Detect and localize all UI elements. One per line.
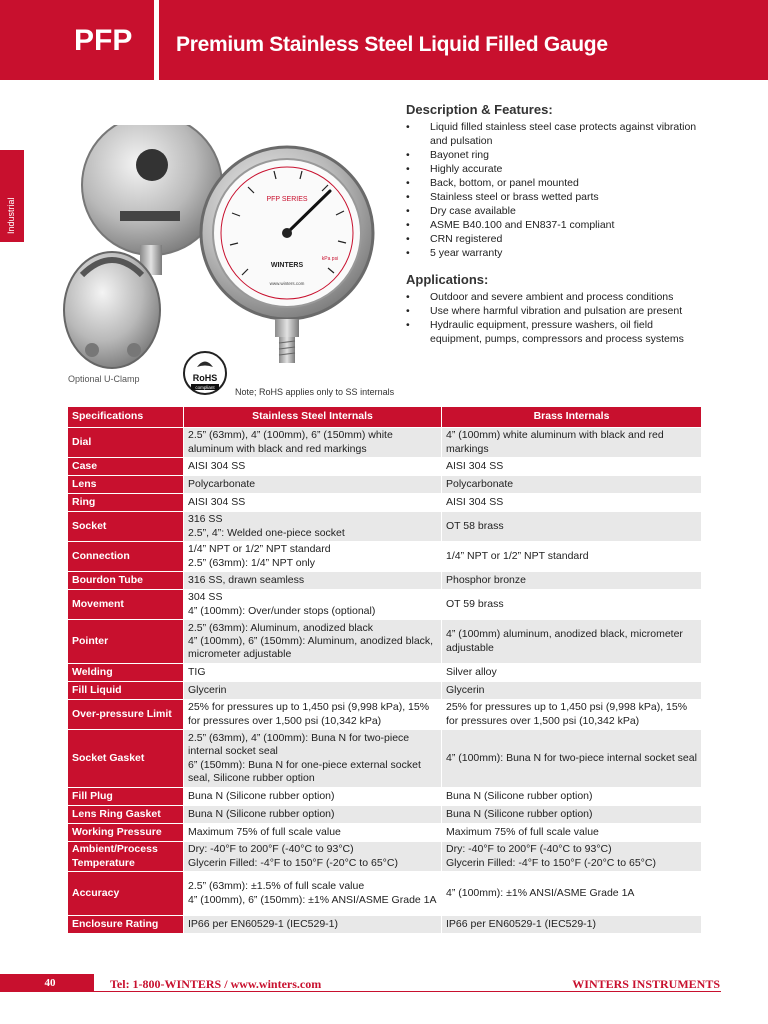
applications-heading: Applications: bbox=[406, 272, 489, 287]
stainless-value: Buna N (Silicone rubber option) bbox=[184, 788, 442, 806]
stainless-value: 25% for pressures up to 1,450 psi (9,998 kPa), 15% for pressures over 1,500 psi (10,342 kPa) bbox=[184, 700, 442, 730]
header-divider bbox=[154, 0, 159, 80]
brass-value: 4” (100mm) aluminum, anodized black, micrometer adjustable bbox=[442, 620, 702, 664]
table-row bbox=[68, 590, 702, 620]
table-row bbox=[68, 842, 702, 872]
list-item: • 5 year warranty bbox=[406, 246, 706, 260]
table-row bbox=[68, 824, 702, 842]
spec-label: Lens bbox=[68, 476, 184, 494]
list-item: • Outdoor and severe ambient and process conditions bbox=[406, 290, 706, 304]
table-row bbox=[68, 620, 702, 664]
table-row bbox=[68, 682, 702, 700]
brass-value: Polycarbonate bbox=[442, 476, 702, 494]
spec-label: Fill Liquid bbox=[68, 682, 184, 700]
spec-label: Connection bbox=[68, 542, 184, 572]
list-item: • Liquid filled stainless steel case protects against vibration and pulsation bbox=[406, 120, 706, 148]
brass-value: 4” (100mm) white aluminum with black and red markings bbox=[442, 428, 702, 458]
list-item: • Stainless steel or brass wetted parts bbox=[406, 190, 706, 204]
photo-caption: Optional U-Clamp bbox=[68, 374, 140, 384]
spec-label: Accuracy bbox=[68, 872, 184, 916]
section-tab-label: Industrial bbox=[6, 197, 16, 234]
stainless-value: AISI 304 SS bbox=[184, 494, 442, 512]
dial-units: kPa psi bbox=[321, 256, 339, 262]
specifications-table bbox=[67, 406, 702, 934]
table-row bbox=[68, 512, 702, 542]
page-footer bbox=[0, 974, 768, 994]
brass-value: Silver alloy bbox=[442, 664, 702, 682]
brass-value: 25% for pressures up to 1,450 psi (9,998 kPa), 15% for pressures over 1,500 psi (10,342 kPa) bbox=[442, 700, 702, 730]
spec-label: Bourdon Tube bbox=[68, 572, 184, 590]
stainless-value: 2.5” (63mm): Aluminum, anodized black 4” (100mm), 6” (150mm): Aluminum, anodized black, micrometer adjustable bbox=[184, 620, 442, 664]
description-heading: Description & Features: bbox=[406, 102, 553, 117]
description-list bbox=[406, 120, 706, 260]
stainless-value: Buna N (Silicone rubber option) bbox=[184, 806, 442, 824]
rohs-badge bbox=[182, 350, 228, 396]
spec-label: Working Pressure bbox=[68, 824, 184, 842]
stainless-value: Polycarbonate bbox=[184, 476, 442, 494]
dial-series: PFP SERIES bbox=[266, 196, 308, 203]
brass-value: Buna N (Silicone rubber option) bbox=[442, 788, 702, 806]
spec-label: Socket Gasket bbox=[68, 730, 184, 788]
page-header bbox=[0, 0, 768, 80]
brass-value: 4” (100mm): ±1% ANSI/ASME Grade 1A bbox=[442, 872, 702, 916]
brass-value: Phosphor bronze bbox=[442, 572, 702, 590]
table-row bbox=[68, 542, 702, 572]
brass-value: OT 59 brass bbox=[442, 590, 702, 620]
dial-maker: WINTERS bbox=[270, 262, 304, 269]
page-number: 40 bbox=[44, 977, 56, 989]
table-row bbox=[68, 476, 702, 494]
brass-value: Maximum 75% of full scale value bbox=[442, 824, 702, 842]
stainless-value: Dry: -40°F to 200°F (-40°C to 93°C) Glycerin Filled: -4°F to 150°F (-20°C to 65°C) bbox=[184, 842, 442, 872]
brass-value: Dry: -40°F to 200°F (-40°C to 93°C) Glycerin Filled: -4°F to 150°F (-20°C to 65°C) bbox=[442, 842, 702, 872]
footer-contact: Tel: 1-800-WINTERS / www.winters.com bbox=[110, 977, 322, 991]
list-item: • Highly accurate bbox=[406, 162, 706, 176]
list-item: • CRN registered bbox=[406, 232, 706, 246]
stainless-value: 1/4” NPT or 1/2” NPT standard 2.5” (63mm): 1/4” NPT only bbox=[184, 542, 442, 572]
stainless-value: AISI 304 SS bbox=[184, 458, 442, 476]
stainless-value: 316 SS, drawn seamless bbox=[184, 572, 442, 590]
table-row bbox=[68, 494, 702, 512]
list-item: • ASME B40.100 and EN837-1 compliant bbox=[406, 218, 706, 232]
spec-label: Dial bbox=[68, 428, 184, 458]
list-item: • Back, bottom, or panel mounted bbox=[406, 176, 706, 190]
brass-value: 4” (100mm): Buna N for two-piece internal socket seal bbox=[442, 730, 702, 788]
front-gauge bbox=[201, 147, 373, 363]
stainless-value: Glycerin bbox=[184, 682, 442, 700]
brass-value: 1/4” NPT or 1/2” NPT standard bbox=[442, 542, 702, 572]
table-row bbox=[68, 806, 702, 824]
spec-label: Socket bbox=[68, 512, 184, 542]
section-tab bbox=[0, 150, 24, 242]
list-item: • Use where harmful vibration and pulsation are present bbox=[406, 304, 706, 318]
spec-label: Pointer bbox=[68, 620, 184, 664]
u-clamp-gauge bbox=[64, 252, 160, 368]
spec-label: Lens Ring Gasket bbox=[68, 806, 184, 824]
header-specifications: Specifications bbox=[68, 407, 184, 428]
table-row bbox=[68, 664, 702, 682]
applications-list bbox=[406, 290, 706, 346]
page-title: Premium Stainless Steel Liquid Filled Gauge bbox=[176, 33, 608, 56]
table-row bbox=[68, 700, 702, 730]
spec-label: Movement bbox=[68, 590, 184, 620]
brass-value: Buna N (Silicone rubber option) bbox=[442, 806, 702, 824]
stainless-value: 2.5” (63mm): ±1.5% of full scale value 4” (100mm), 6” (150mm): ±1% ANSI/ASME Grade 1A bbox=[184, 872, 442, 916]
table-header-row bbox=[68, 407, 702, 428]
brass-value: OT 58 brass bbox=[442, 512, 702, 542]
rohs-note: Note; RoHS applies only to SS internals bbox=[235, 387, 395, 397]
table-row bbox=[68, 572, 702, 590]
stainless-value: 304 SS 4” (100mm): Over/under stops (optional) bbox=[184, 590, 442, 620]
list-item: • Hydraulic equipment, pressure washers, oil field equipment, pumps, compressors and process systems bbox=[406, 318, 706, 346]
stainless-value: IP66 per EN60529-1 (IEC529-1) bbox=[184, 916, 442, 934]
table-row bbox=[68, 916, 702, 934]
stainless-value: 2.5” (63mm), 4” (100mm), 6” (150mm) white aluminum with black and red markings bbox=[184, 428, 442, 458]
page-number-box bbox=[0, 974, 94, 992]
table-row bbox=[68, 872, 702, 916]
brass-value: AISI 304 SS bbox=[442, 494, 702, 512]
product-photo bbox=[62, 125, 402, 375]
stainless-value: 316 SS 2.5”, 4”: Welded one-piece socket bbox=[184, 512, 442, 542]
spec-label: Enclosure Rating bbox=[68, 916, 184, 934]
header-brass: Brass Internals bbox=[442, 407, 702, 428]
spec-label: Over-pressure Limit bbox=[68, 700, 184, 730]
spec-label: Ring bbox=[68, 494, 184, 512]
list-item: • Bayonet ring bbox=[406, 148, 706, 162]
spec-label: Fill Plug bbox=[68, 788, 184, 806]
footer-brand: WINTERS INSTRUMENTS bbox=[572, 977, 720, 991]
table-row bbox=[68, 458, 702, 476]
stainless-value: TIG bbox=[184, 664, 442, 682]
stainless-value: 2.5” (63mm), 4” (100mm): Buna N for two-piece internal socket seal 6” (150mm): Buna N for one-piece external socket seal, Silicone rubber option bbox=[184, 730, 442, 788]
brass-value: Glycerin bbox=[442, 682, 702, 700]
spec-label: Ambient/Process Temperature bbox=[68, 842, 184, 872]
table-row bbox=[68, 428, 702, 458]
table-row bbox=[68, 730, 702, 788]
stainless-value: Maximum 75% of full scale value bbox=[184, 824, 442, 842]
table-row bbox=[68, 788, 702, 806]
spec-label: Welding bbox=[68, 664, 184, 682]
brass-value: IP66 per EN60529-1 (IEC529-1) bbox=[442, 916, 702, 934]
rohs-badge-main: RoHS bbox=[192, 373, 218, 383]
header-stainless-steel: Stainless Steel Internals bbox=[184, 407, 442, 428]
product-code: PFP bbox=[74, 24, 133, 57]
features-panel bbox=[406, 102, 706, 346]
spec-label: Case bbox=[68, 458, 184, 476]
brass-value: AISI 304 SS bbox=[442, 458, 702, 476]
specifications-body bbox=[68, 428, 702, 934]
dial-url: www.winters.com bbox=[269, 281, 305, 286]
rohs-badge-sub: compliant bbox=[195, 384, 215, 390]
list-item: • Dry case available bbox=[406, 204, 706, 218]
